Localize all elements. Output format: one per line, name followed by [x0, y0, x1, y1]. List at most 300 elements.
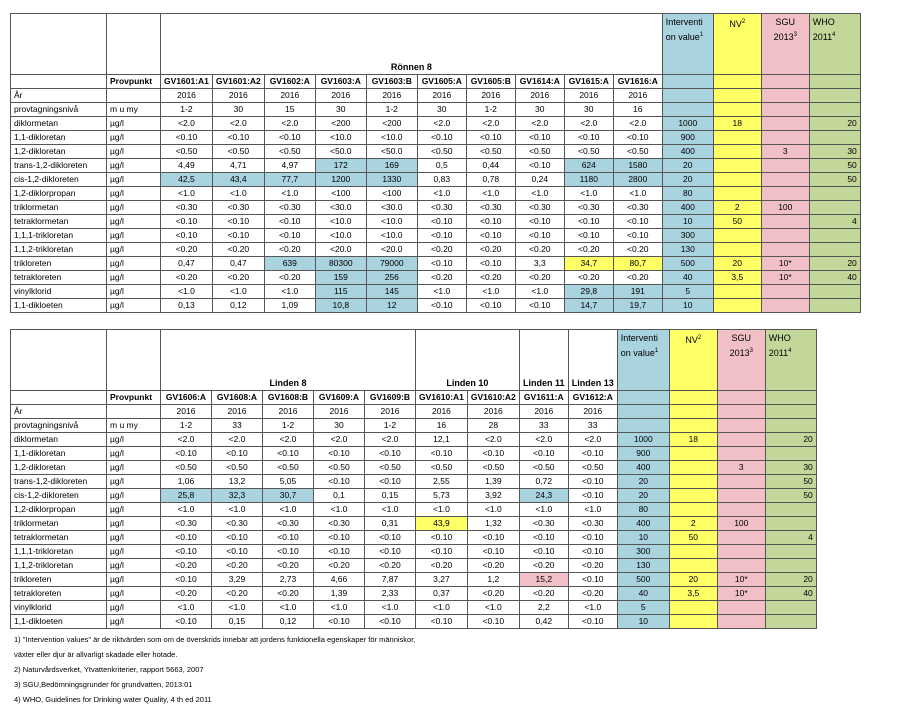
sgu-value-cell: 10* — [761, 271, 809, 285]
intervention-value-cell: 20 — [662, 159, 713, 173]
value-cell: 15,2 — [519, 573, 568, 587]
value-cell: <0.50 — [264, 145, 315, 159]
who-header: WHO 2011$^4$ — [765, 330, 816, 391]
value-cell: 79000 — [366, 257, 417, 271]
value-cell: <2.0 — [212, 433, 263, 447]
who-value-cell: 20 — [765, 573, 816, 587]
nv-value-cell: 18 — [713, 117, 761, 131]
value-cell: 29,8 — [564, 285, 613, 299]
value-cell: <1.0 — [568, 601, 617, 615]
compound-name: 1,1-dikloretan — [11, 131, 107, 145]
value-cell: <2.0 — [466, 117, 515, 131]
value-cell: <0.10 — [416, 545, 468, 559]
unit-cell: µg/l — [107, 257, 161, 271]
value-cell: 42,5 — [161, 173, 213, 187]
value-cell: 1580 — [613, 159, 662, 173]
value-cell: <1.0 — [263, 503, 314, 517]
value-cell: 0,44 — [466, 159, 515, 173]
intervention-value-cell: 300 — [662, 229, 713, 243]
value-cell: <0.10 — [161, 573, 212, 587]
value-cell: <0.10 — [417, 131, 466, 145]
who-value-cell: 4 — [765, 531, 816, 545]
sample-id-cell: GV1602:A — [264, 75, 315, 89]
value-cell: <0.30 — [264, 201, 315, 215]
nv-value-cell — [713, 145, 761, 159]
nv-value-cell — [669, 489, 717, 503]
unit-cell: µg/l — [107, 503, 161, 517]
value-cell: 0,15 — [212, 615, 263, 629]
level-cell: 33 — [519, 419, 568, 433]
sample-id-cell: GV1616:A — [613, 75, 662, 89]
intervention-value-cell: 40 — [617, 587, 669, 601]
level-cell: 30 — [417, 103, 466, 117]
value-cell: 0,24 — [515, 173, 564, 187]
value-cell: <0.10 — [515, 299, 564, 313]
who-value-cell: 4 — [809, 215, 860, 229]
value-cell: 1200 — [315, 173, 366, 187]
value-cell: <0.10 — [515, 215, 564, 229]
who-value-cell — [809, 229, 860, 243]
nv-value-cell: 2 — [713, 201, 761, 215]
value-cell: 4,49 — [161, 159, 213, 173]
value-cell: <0.20 — [467, 559, 519, 573]
unit-blank — [107, 89, 161, 103]
table-ronnen-8 — [10, 13, 861, 313]
value-cell: 32,3 — [212, 489, 263, 503]
value-cell: <0.10 — [519, 447, 568, 461]
value-cell: <2.0 — [314, 433, 365, 447]
value-cell: <0.20 — [264, 243, 315, 257]
value-cell: 1330 — [366, 173, 417, 187]
unit-cell: µg/l — [107, 559, 161, 573]
compound-name: 1,1-dikloeten — [11, 299, 107, 313]
value-cell: 3,27 — [416, 573, 468, 587]
value-cell: <0.20 — [264, 271, 315, 285]
value-cell: <0.10 — [568, 475, 617, 489]
table-row — [11, 531, 817, 545]
intervention-value-cell: 400 — [662, 201, 713, 215]
intervention-value-cell: 400 — [617, 517, 669, 531]
value-cell: <0.10 — [212, 531, 263, 545]
value-cell: <2.0 — [613, 117, 662, 131]
table-row — [11, 559, 817, 573]
level-cell: 30 — [212, 103, 264, 117]
value-cell: <0.10 — [613, 131, 662, 145]
sgu-value-cell — [761, 215, 809, 229]
value-cell: <0.50 — [519, 461, 568, 475]
unit-cell: µg/l — [107, 117, 161, 131]
who-value-cell — [809, 103, 860, 117]
value-cell: <0.20 — [263, 559, 314, 573]
nv-value-cell — [669, 559, 717, 573]
value-cell: <0.30 — [314, 517, 365, 531]
compound-name: 1,2-dikloretan — [11, 145, 107, 159]
level-label: provtagningsnivå — [11, 419, 107, 433]
value-cell: <0.20 — [466, 271, 515, 285]
value-cell: <0.10 — [212, 545, 263, 559]
nv-value-cell — [713, 75, 761, 89]
value-cell: <0.10 — [365, 475, 416, 489]
value-cell: <0.10 — [264, 229, 315, 243]
who-value-cell — [765, 391, 816, 405]
nv-header: $NV^2$ — [713, 14, 761, 75]
value-cell: <1.0 — [212, 285, 264, 299]
sgu-value-cell: 10* — [761, 257, 809, 271]
value-cell: <0.10 — [564, 131, 613, 145]
sgu-value-cell — [761, 229, 809, 243]
unit-cell: µg/l — [107, 187, 161, 201]
sgu-value-cell — [761, 131, 809, 145]
value-cell: 0,37 — [416, 587, 468, 601]
who-value-cell — [765, 503, 816, 517]
unit-cell: µg/l — [107, 475, 161, 489]
table-row — [11, 475, 817, 489]
year-cell: 2016 — [466, 89, 515, 103]
value-cell: <0.10 — [161, 531, 212, 545]
value-cell: <0.10 — [161, 215, 213, 229]
value-cell: 0,47 — [161, 257, 213, 271]
value-cell: 1,2 — [467, 573, 519, 587]
level-row — [11, 103, 861, 117]
value-cell: <0.10 — [314, 531, 365, 545]
who-value-cell — [809, 243, 860, 257]
value-cell: <0.20 — [613, 271, 662, 285]
who-value-cell: 50 — [809, 159, 860, 173]
value-cell: <0.30 — [466, 201, 515, 215]
value-cell: <0.10 — [212, 215, 264, 229]
sgu-value-cell — [717, 391, 765, 405]
value-cell: <0.10 — [314, 447, 365, 461]
level-label: provtagningsnivå — [11, 103, 107, 117]
value-cell: 3,29 — [212, 573, 263, 587]
value-cell: <1.0 — [314, 601, 365, 615]
value-cell: <10.0 — [366, 131, 417, 145]
value-cell: 145 — [366, 285, 417, 299]
value-cell: <0.20 — [613, 243, 662, 257]
compound-name: 1,1-dikloretan — [11, 447, 107, 461]
sample-id-cell: GV1612:A — [568, 391, 617, 405]
nv-value-cell — [669, 601, 717, 615]
who-value-cell: 20 — [809, 117, 860, 131]
compound-name: tetrakloreten — [11, 271, 107, 285]
sample-id-cell: GV1609:A — [314, 391, 365, 405]
table-linden — [10, 329, 817, 629]
value-cell: <0.30 — [613, 201, 662, 215]
value-cell: 80300 — [315, 257, 366, 271]
table-row — [11, 131, 861, 145]
sgu-value-cell — [761, 299, 809, 313]
value-cell: <1.0 — [416, 503, 468, 517]
who-value-cell — [809, 89, 860, 103]
value-cell: <1.0 — [365, 503, 416, 517]
value-cell: <1.0 — [466, 187, 515, 201]
intervention-value-cell: 80 — [617, 503, 669, 517]
value-cell: <0.10 — [314, 475, 365, 489]
value-cell: <0.10 — [515, 229, 564, 243]
sgu-value-cell: 100 — [717, 517, 765, 531]
year-cell: 2016 — [467, 405, 519, 419]
year-cell: 2016 — [212, 89, 264, 103]
value-cell: <0.50 — [161, 461, 212, 475]
sgu-value-cell — [717, 545, 765, 559]
compound-name: cis-1,2-dikloreten — [11, 489, 107, 503]
intervention-value-cell: 20 — [662, 173, 713, 187]
value-cell: <0.20 — [161, 243, 213, 257]
value-cell: <0.20 — [417, 243, 466, 257]
sgu-value-cell — [717, 489, 765, 503]
sample-id-cell: GV1609:B — [365, 391, 416, 405]
intervention-value-cell: 500 — [617, 573, 669, 587]
year-cell: 2016 — [613, 89, 662, 103]
year-cell: 2016 — [366, 89, 417, 103]
nv-value-cell — [713, 229, 761, 243]
unit-cell: µg/l — [107, 573, 161, 587]
value-cell: <0.20 — [515, 243, 564, 257]
unit-cell: µg/l — [107, 285, 161, 299]
intervention-value-cell: 80 — [662, 187, 713, 201]
value-cell: 2,33 — [365, 587, 416, 601]
nv-value-cell: 20 — [713, 257, 761, 271]
value-cell: <2.0 — [467, 433, 519, 447]
compound-name: 1,1,1-trikloretan — [11, 229, 107, 243]
value-cell: <0.10 — [365, 531, 416, 545]
nv-value-cell — [669, 447, 717, 461]
value-cell: <0.10 — [613, 229, 662, 243]
value-cell: <0.10 — [417, 229, 466, 243]
level-cell: 28 — [467, 419, 519, 433]
level-cell: 1-2 — [365, 419, 416, 433]
unit-cell: µg/l — [107, 531, 161, 545]
table-row — [11, 243, 861, 257]
value-cell: <1.0 — [161, 601, 212, 615]
level-cell: 1-2 — [161, 103, 213, 117]
table-row — [11, 201, 861, 215]
value-cell: <0.30 — [161, 517, 212, 531]
intervention-header: Interventi on value$^1$ — [617, 330, 669, 391]
value-cell: <0.20 — [314, 559, 365, 573]
value-cell: 25,8 — [161, 489, 212, 503]
compound-name: diklormetan — [11, 433, 107, 447]
intervention-value-cell — [662, 89, 713, 103]
unit-cell: µg/l — [107, 159, 161, 173]
value-cell: <1.0 — [417, 187, 466, 201]
value-cell: <2.0 — [417, 117, 466, 131]
nv-value-cell: 18 — [669, 433, 717, 447]
value-cell: 30,7 — [263, 489, 314, 503]
year-cell: 2016 — [212, 405, 263, 419]
unit-cell: µg/l — [107, 131, 161, 145]
nv-value-cell — [669, 419, 717, 433]
sgu-value-cell — [761, 103, 809, 117]
value-cell: <2.0 — [161, 433, 212, 447]
value-cell: 2,73 — [263, 573, 314, 587]
value-cell: <0.50 — [417, 145, 466, 159]
value-cell: <20.0 — [366, 243, 417, 257]
value-cell: <0.50 — [467, 461, 519, 475]
value-cell: 1,06 — [161, 475, 212, 489]
value-cell: <0.50 — [263, 461, 314, 475]
year-cell: 2016 — [314, 405, 365, 419]
value-cell: <0.10 — [515, 131, 564, 145]
table-row — [11, 215, 861, 229]
table-row — [11, 271, 861, 285]
value-cell: <0.10 — [416, 531, 468, 545]
sgu-value-cell: 3 — [717, 461, 765, 475]
compound-name: triklormetan — [11, 517, 107, 531]
value-cell: <10.0 — [315, 215, 366, 229]
value-cell: 1,32 — [467, 517, 519, 531]
value-cell: 159 — [315, 271, 366, 285]
value-cell: <0.10 — [416, 447, 468, 461]
value-cell: <0.10 — [467, 615, 519, 629]
header-blank — [11, 330, 107, 391]
value-cell: 10,8 — [315, 299, 366, 313]
sample-id-cell: GV1605:B — [466, 75, 515, 89]
row-label-blank — [11, 391, 107, 405]
intervention-value-cell: 5 — [662, 285, 713, 299]
level-cell: 33 — [212, 419, 263, 433]
table-row — [11, 447, 817, 461]
value-cell: <10.0 — [366, 229, 417, 243]
value-cell: <0.20 — [212, 559, 263, 573]
level-cell: 30 — [315, 103, 366, 117]
sgu-value-cell — [761, 89, 809, 103]
nv-value-cell — [669, 615, 717, 629]
value-cell: <0.10 — [466, 215, 515, 229]
value-cell: <1.0 — [212, 601, 263, 615]
value-cell: <0.10 — [365, 545, 416, 559]
sample-id-row — [11, 75, 861, 89]
value-cell: <1.0 — [568, 503, 617, 517]
value-cell: <0.50 — [568, 461, 617, 475]
value-cell: <1.0 — [467, 601, 519, 615]
unit-cell: µg/l — [107, 517, 161, 531]
year-cell: 2016 — [315, 89, 366, 103]
nv-value-cell: 3,5 — [713, 271, 761, 285]
row-label-blank — [11, 75, 107, 89]
compound-name: vinylklorid — [11, 285, 107, 299]
table-row — [11, 187, 861, 201]
unit-cell: µg/l — [107, 243, 161, 257]
value-cell: <0.10 — [161, 545, 212, 559]
value-cell: <0.10 — [467, 531, 519, 545]
compound-name: 1,1,1-trikloretan — [11, 545, 107, 559]
value-cell: <1.0 — [263, 601, 314, 615]
value-cell: <100 — [366, 187, 417, 201]
table-row — [11, 503, 817, 517]
value-cell: <0.10 — [564, 215, 613, 229]
who-value-cell — [765, 559, 816, 573]
value-cell: <0.30 — [568, 517, 617, 531]
value-cell: <1.0 — [161, 187, 213, 201]
footnote: 3) SGU,Bedömningsgrunder för grundvatten, 2013:01 — [14, 680, 193, 689]
intervention-header: Interventi on value$^1$ — [662, 14, 713, 75]
nv-value-cell — [713, 285, 761, 299]
sgu-header: SGU 2013$^3$ — [761, 14, 809, 75]
nv-value-cell — [669, 461, 717, 475]
sgu-value-cell — [717, 615, 765, 629]
table-row — [11, 173, 861, 187]
value-cell: <0.20 — [564, 271, 613, 285]
year-cell: 2016 — [161, 405, 212, 419]
nv-value-cell: 3,5 — [669, 587, 717, 601]
value-cell: <2.0 — [564, 117, 613, 131]
header-blank — [107, 14, 161, 75]
value-cell: <0.10 — [417, 257, 466, 271]
level-cell: 1-2 — [466, 103, 515, 117]
intervention-value-cell — [617, 391, 669, 405]
value-cell: 43,4 — [212, 173, 264, 187]
table-row — [11, 117, 861, 131]
value-cell: <1.0 — [161, 503, 212, 517]
value-cell: <0.50 — [212, 461, 263, 475]
nv-value-cell — [713, 89, 761, 103]
nv-value-cell — [713, 299, 761, 313]
value-cell: <1.0 — [564, 187, 613, 201]
footnote: 1) "Intervention values" är de riktvärden som om de överskrids innebär att jordens funktionella egenskaper för människor, — [14, 635, 416, 644]
header-blank — [107, 330, 161, 391]
value-cell: <1.0 — [515, 187, 564, 201]
value-cell: <1.0 — [264, 187, 315, 201]
sgu-value-cell — [761, 243, 809, 257]
intervention-value-cell — [662, 103, 713, 117]
level-cell: 1-2 — [263, 419, 314, 433]
value-cell: <0.50 — [212, 145, 264, 159]
value-cell: 12 — [366, 299, 417, 313]
value-cell: 12,1 — [416, 433, 468, 447]
value-cell: <0.50 — [416, 461, 468, 475]
value-cell: <0.10 — [466, 229, 515, 243]
value-cell: 639 — [264, 257, 315, 271]
sgu-value-cell — [717, 433, 765, 447]
value-cell: 191 — [613, 285, 662, 299]
value-cell: <0.20 — [466, 243, 515, 257]
value-cell: <1.0 — [264, 285, 315, 299]
value-cell: <0.10 — [314, 615, 365, 629]
value-cell: 1180 — [564, 173, 613, 187]
value-cell: <10.0 — [366, 215, 417, 229]
intervention-value-cell: 10 — [662, 215, 713, 229]
sample-id-cell: GV1615:A — [564, 75, 613, 89]
group-label: Linden 11 — [519, 330, 568, 391]
year-cell: 2016 — [365, 405, 416, 419]
nv-value-cell — [713, 243, 761, 257]
year-cell: 2016 — [519, 405, 568, 419]
value-cell: <0.20 — [161, 559, 212, 573]
value-cell: <0.20 — [365, 559, 416, 573]
compound-name: trans-1,2-dikloreten — [11, 475, 107, 489]
who-value-cell: 40 — [765, 587, 816, 601]
sgu-header: SGU 2013$^3$ — [717, 330, 765, 391]
sgu-value-cell — [761, 285, 809, 299]
value-cell: <0.10 — [365, 615, 416, 629]
year-cell: 2016 — [515, 89, 564, 103]
footnote: 4) WHO, Guidelines for Drinking water Quality, 4 th ed 2011 — [14, 695, 212, 704]
who-value-cell: 50 — [765, 489, 816, 503]
value-cell: <0.30 — [212, 517, 263, 531]
year-cell: 2016 — [568, 405, 617, 419]
sample-id-cell: GV1601:A1 — [161, 75, 213, 89]
sample-id-cell: GV1610:A2 — [467, 391, 519, 405]
unit-blank — [107, 405, 161, 419]
value-cell: 1,39 — [314, 587, 365, 601]
level-unit: m u my — [107, 419, 161, 433]
who-value-cell — [809, 131, 860, 145]
value-cell: <2.0 — [365, 433, 416, 447]
value-cell: <1.0 — [365, 601, 416, 615]
who-value-cell: 50 — [809, 173, 860, 187]
year-cell: 2016 — [161, 89, 213, 103]
